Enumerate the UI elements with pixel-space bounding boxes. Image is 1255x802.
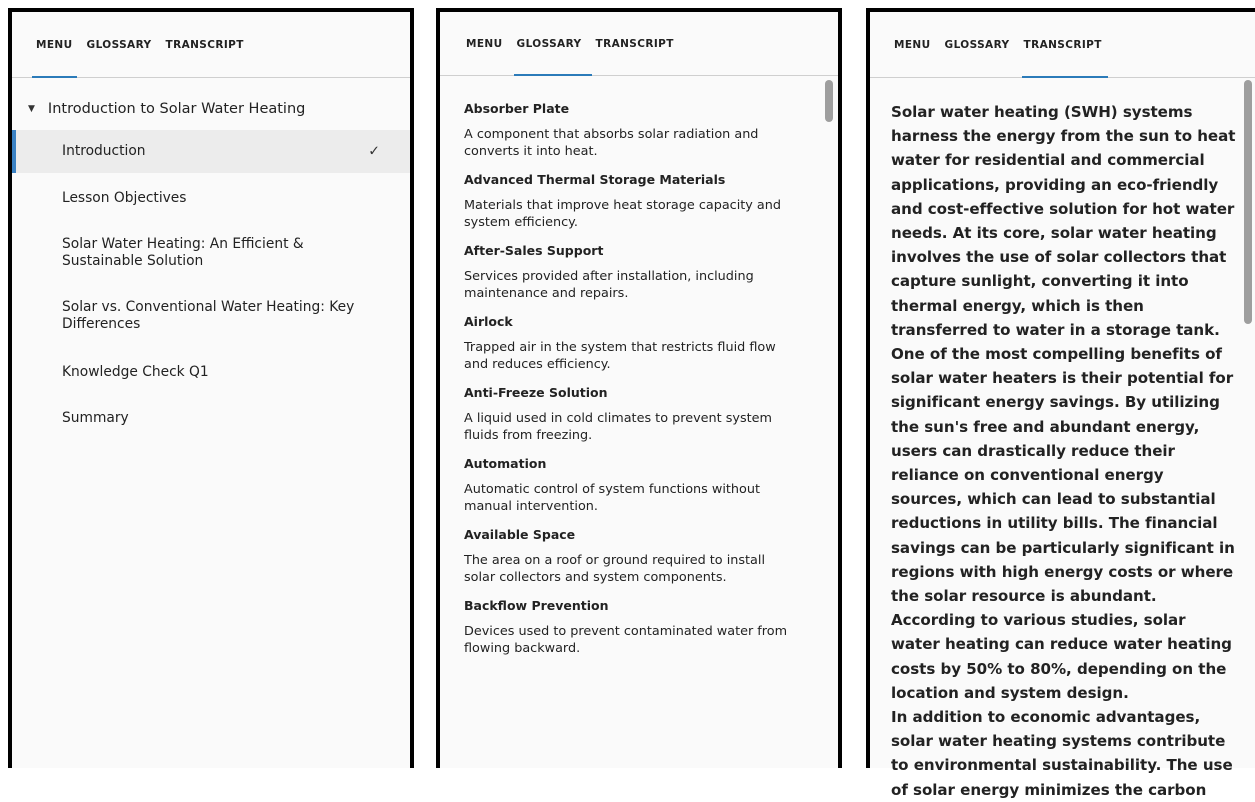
transcript-text xyxy=(870,78,1237,799)
glossary-panel-tabs xyxy=(440,12,838,76)
menu-panel xyxy=(8,8,414,768)
menu-item-label: Lesson Objectives xyxy=(62,189,187,206)
transcript-panel-tabs xyxy=(870,12,1255,78)
menu-section-header[interactable] xyxy=(12,88,410,130)
menu-panel-tabs xyxy=(12,12,410,78)
menu-item-introduction[interactable] xyxy=(12,130,410,173)
tab-glossary[interactable]: GLOSSARY xyxy=(516,37,582,50)
glossary-term: Absorber Plate xyxy=(464,101,570,116)
glossary-definition: Trapped air in the system that restricts fluid flow and reduces efficiency. xyxy=(464,340,776,372)
tab-glossary[interactable]: GLOSSARY xyxy=(944,38,1010,51)
tab-menu[interactable]: MENU xyxy=(36,38,73,51)
tab-menu[interactable]: MENU xyxy=(466,37,503,50)
menu-section-title: Introduction to Solar Water Heating xyxy=(47,101,306,117)
transcript-scrollbar-thumb[interactable] xyxy=(1244,80,1252,324)
tab-glossary[interactable]: GLOSSARY xyxy=(86,38,152,51)
tab-transcript[interactable]: TRANSCRIPT xyxy=(595,37,674,50)
glossary-list xyxy=(440,76,822,768)
glossary-panel xyxy=(436,8,842,768)
glossary-scrollbar[interactable] xyxy=(824,76,834,768)
tab-transcript[interactable]: TRANSCRIPT xyxy=(165,38,244,51)
glossary-definition: Automatic control of system functions without manual intervention. xyxy=(464,482,760,514)
glossary-definition: Services provided after installation, including maintenance and repairs. xyxy=(464,269,754,301)
menu-item-knowledge-check[interactable] xyxy=(12,350,410,394)
menu-item-label: Solar Water Heating: An Efficient & Sustainable Solution xyxy=(62,236,304,269)
glossary-scrollbar-thumb[interactable] xyxy=(825,80,833,122)
active-tab-indicator xyxy=(32,76,77,78)
glossary-definition: Materials that improve heat storage capacity and system efficiency. xyxy=(464,198,782,230)
glossary-definition: The area on a roof or ground required to install solar collectors and system components. xyxy=(464,553,766,585)
transcript-paragraph: Solar water heating (SWH) systems harness the energy from the sun to heat water for residential and commercial applications, providing an eco-friendly and cost-effective solution for hot water needs. At its core, solar water heating involves the use of solar collectors that capture sunlight, converting it into thermal energy, which is then transferred to water in a storage tank. One of the most compelling benefits of solar water heaters is their potential for significant energy savings. By utilizing the sun's free and abundant energy, users can drastically reduce their reliance on conventional energy sources, which can lead to substantial reductions in utility bills. The financial savings can be particularly significant in regions with high energy costs or where the solar resource is abundant. According to various studies, solar water heating can reduce water heating costs by 50% to 80%, depending on the location and system design. xyxy=(891,103,1236,702)
menu-item-label: Solar vs. Conventional Water Heating: Key Differences xyxy=(62,299,355,332)
checkmark-icon: ✓ xyxy=(368,143,380,159)
glossary-term: Airlock xyxy=(464,314,513,329)
glossary-term: Anti-Freeze Solution xyxy=(464,385,608,400)
transcript-panel xyxy=(866,8,1255,799)
tab-transcript[interactable]: TRANSCRIPT xyxy=(1023,38,1102,51)
transcript-scrollbar[interactable] xyxy=(1243,78,1253,768)
caret-down-icon: ▼ xyxy=(28,104,35,114)
glossary-term: Advanced Thermal Storage Materials xyxy=(464,172,726,187)
menu-item-label: Knowledge Check Q1 xyxy=(62,363,209,380)
glossary-definition: A component that absorbs solar radiation and converts it into heat. xyxy=(464,127,759,159)
glossary-term: Available Space xyxy=(464,527,576,542)
tab-menu[interactable]: MENU xyxy=(894,38,931,51)
transcript-paragraph: In addition to economic advantages, solar water heating systems contribute to environmental sustainability. The use of solar energy minimizes the carbon xyxy=(891,708,1233,799)
glossary-definition: Devices used to prevent contaminated water from flowing backward. xyxy=(464,624,788,656)
menu-item-label: Introduction xyxy=(62,143,146,159)
glossary-term: Automation xyxy=(464,456,547,471)
menu-item-lesson-objectives[interactable] xyxy=(12,175,410,221)
menu-item-label: Summary xyxy=(62,409,129,426)
menu-item-summary[interactable] xyxy=(12,395,410,441)
menu-item-solar-vs-conventional[interactable] xyxy=(12,284,410,348)
menu-item-solar-water-heating[interactable] xyxy=(12,222,410,284)
glossary-definition: A liquid used in cold climates to prevent system fluids from freezing. xyxy=(464,411,772,443)
glossary-term: Backflow Prevention xyxy=(464,598,609,613)
glossary-term: After-Sales Support xyxy=(464,243,604,258)
